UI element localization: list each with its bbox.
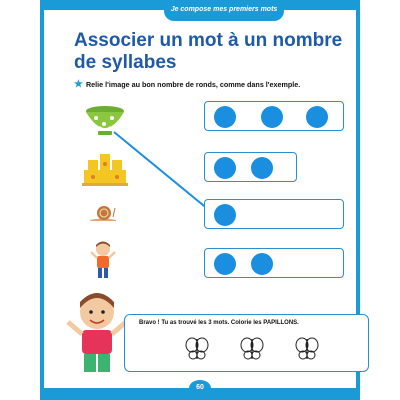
- syllable-dot: [214, 106, 236, 128]
- page-number: 60: [189, 380, 211, 396]
- butterfly-icon[interactable]: [185, 335, 209, 361]
- butterfly-icon[interactable]: [295, 335, 319, 361]
- syllable-dot: [214, 253, 236, 275]
- snail-icon: [88, 204, 118, 222]
- syllable-dot: [261, 106, 283, 128]
- section-tab: Je compose mes premiers mots: [164, 3, 284, 21]
- butterfly-icon[interactable]: [240, 335, 264, 361]
- syllable-box-4[interactable]: [204, 248, 344, 278]
- syllable-dot: [251, 253, 273, 275]
- syllable-box-1[interactable]: [204, 101, 344, 131]
- bravo-box: [124, 314, 369, 372]
- mascot-icon: [62, 288, 132, 374]
- syllable-dot: [306, 106, 328, 128]
- bravo-text: Bravo ! Tu as trouvé les 3 mots. Colorie les PAPILLONS.: [139, 320, 299, 326]
- workbook-page: [40, 0, 360, 400]
- syllable-box-3[interactable]: [204, 199, 344, 229]
- child-icon: [89, 240, 117, 280]
- syllable-dot: [214, 204, 236, 226]
- star-icon: ★: [74, 78, 83, 90]
- syllable-box-2[interactable]: [204, 152, 297, 182]
- instruction-text: Relie l'image au bon nombre de ronds, comme dans l'exemple.: [85, 80, 301, 89]
- page-title: Associer un mot à un nombre de syllabes: [74, 30, 343, 73]
- syllable-dot: [251, 157, 273, 179]
- syllable-dot: [214, 157, 236, 179]
- sandcastle-icon: [82, 152, 128, 186]
- bowl-icon: [84, 104, 126, 138]
